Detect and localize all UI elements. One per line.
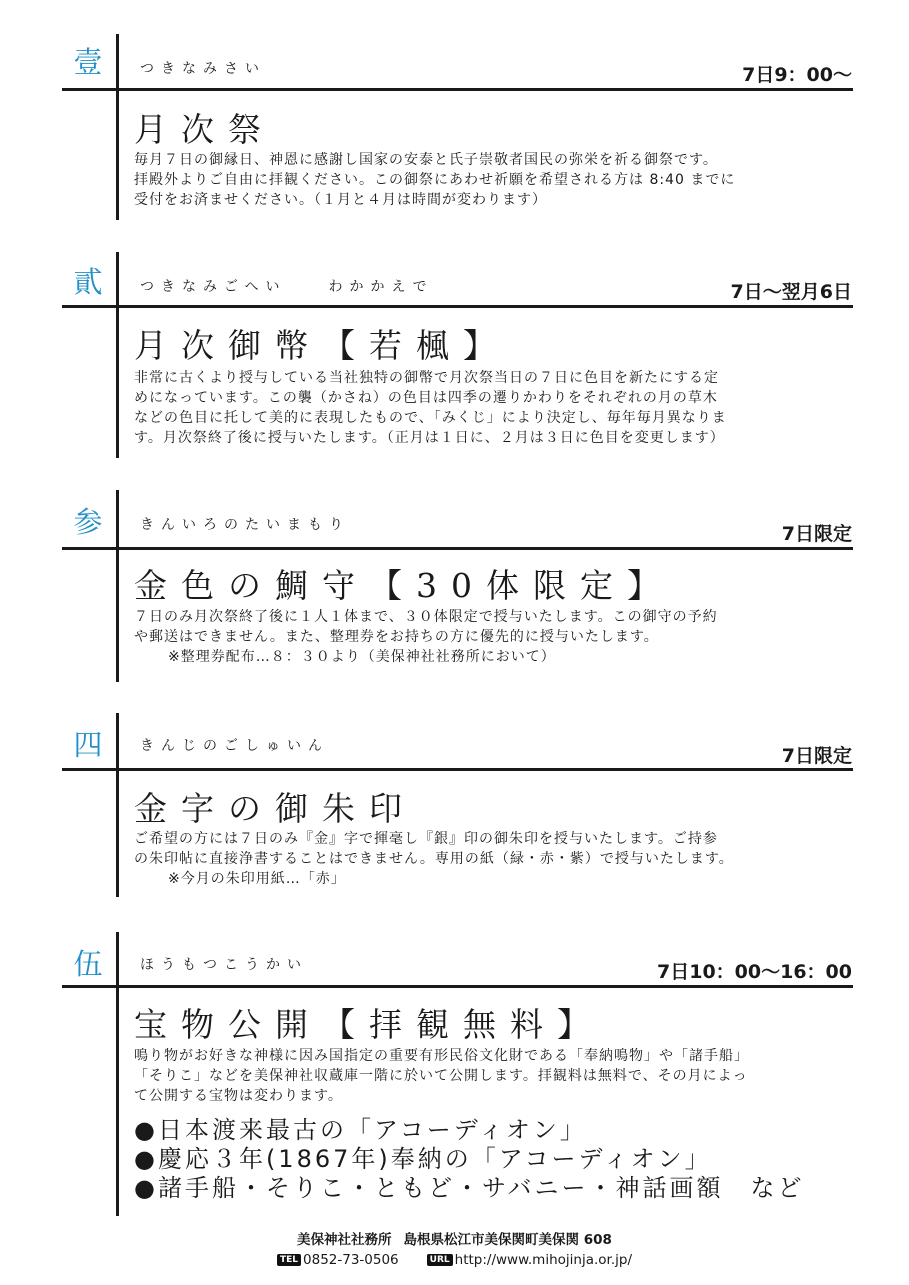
description-line: めになっています。この襲（かさね）の色目は四季の遷りかわりをそれぞれの月の草木	[134, 390, 718, 406]
website-link[interactable]: http://www.mihojinja.or.jp/	[454, 1252, 632, 1268]
list-item: ●慶応３年(1867年)奉納の「アコーディオン」	[134, 1145, 712, 1173]
section-date: 7日10：00〜16：00	[657, 961, 852, 983]
contact-footer	[0, 1228, 909, 1268]
section-title: 金色の鯛守【30体限定】	[134, 566, 674, 605]
horizontal-divider	[62, 985, 853, 988]
section-description	[134, 829, 859, 889]
phone-number[interactable]: 0852-73-0506	[303, 1252, 399, 1268]
horizontal-divider	[62, 88, 853, 91]
section-numeral: 貳	[73, 265, 103, 299]
section-date: 7日限定	[781, 745, 852, 767]
section-numeral: 四	[73, 728, 103, 762]
description-note: ※整理券配布…８：３０より（美保神社社務所において）	[168, 649, 556, 665]
description-line: 非常に古くより授与している当社独特の御幣で月次祭当日の７日に色目を新たにする定	[134, 370, 719, 386]
section-title: 月次御幣【若楓】	[134, 326, 510, 365]
vertical-divider	[116, 34, 119, 220]
section-date: 7日〜翌月6日	[730, 281, 852, 303]
section-reading: きんいろのたいまもり	[140, 517, 350, 533]
url-tag: URL	[427, 1254, 453, 1266]
tel-tag: TEL	[277, 1254, 301, 1266]
section-description	[134, 368, 859, 448]
section-title: 宝物公開【拝観無料】	[134, 1005, 604, 1044]
list-item: ●日本渡来最古の「アコーディオン」	[134, 1116, 587, 1144]
vertical-divider	[116, 713, 119, 897]
description-note: ※今月の朱印用紙…「赤」	[168, 871, 346, 887]
description-line: 毎月７日の御縁日、神恩に感謝し国家の安泰と氏子崇敬者国民の弥栄を祈る御祭です。	[134, 152, 718, 168]
description-line: 鳴り物がお好きな神様に因み国指定の重要有形民俗文化財である「奉納鳴物」や「諸手船」	[134, 1048, 749, 1064]
section-reading: きんじのごしゅいん	[140, 738, 329, 754]
description-line: て公開する宝物は変わります。	[134, 1088, 343, 1104]
description-line: ７日のみ月次祭終了後に１人１体まで、３０体限定で授与いたします。この御守の予約	[134, 609, 718, 625]
vertical-divider	[116, 932, 119, 1216]
treasure-list	[134, 1116, 805, 1203]
description-line: や郵送はできません。また、整理券をお持ちの方に優先的に授与いたします。	[134, 629, 659, 645]
horizontal-divider	[62, 768, 853, 771]
list-item: ●諸手船・そりこ・ともど・サバニー・神話画額 など	[134, 1174, 805, 1202]
horizontal-divider	[62, 305, 853, 308]
section-description	[134, 1046, 859, 1106]
description-line: ご希望の方には７日のみ『金』字で揮毫し『銀』印の御朱印を授与いたします。ご持参	[134, 831, 718, 847]
section-numeral: 伍	[73, 947, 103, 981]
description-line: 「そりこ」などを美保神社収蔵庫一階に於いて公開します。拝観料は無料で、その月によっ	[134, 1068, 748, 1084]
office-name: 美保神社社務所	[297, 1232, 392, 1248]
office-address-line	[0, 1228, 909, 1248]
vertical-divider	[116, 490, 119, 682]
description-line: 受付をお済ませください。（１月と４月は時間が変わります）	[134, 192, 547, 208]
section-title: 金字の御朱印	[134, 789, 416, 828]
description-line: す。月次祭終了後に授与いたします。（正月は１日に、２月は３日に色目を変更します）	[134, 430, 725, 446]
description-line: 拝殿外よりご自由に拝観ください。この御祭にあわせ祈願を希望される方は 8:40 までに	[134, 172, 736, 188]
horizontal-divider	[62, 547, 853, 550]
section-description	[134, 607, 859, 667]
contact-line	[0, 1252, 909, 1268]
section-date: 7日9：00〜	[742, 64, 852, 86]
section-title: 月次祭	[134, 110, 275, 149]
description-line: などの色目に托して美的に表現したもので、「みくじ」により決定し、毎年毎月異なりま	[134, 410, 727, 426]
description-line: の朱印帖に直接浄書することはできません。専用の紙（緑・赤・紫）で授与いたします。	[134, 851, 734, 867]
section-reading: つきなみさい	[140, 61, 266, 77]
section-description	[134, 150, 859, 210]
section-numeral: 参	[73, 505, 103, 539]
section-reading: ほうもつこうかい	[140, 957, 308, 973]
section-date: 7日限定	[781, 523, 852, 545]
office-address: 島根県松江市美保関町美保関 608	[403, 1232, 612, 1248]
section-reading: つきなみごへい わかかえで	[140, 279, 434, 295]
vertical-divider	[116, 252, 119, 458]
section-numeral: 壹	[73, 45, 103, 79]
